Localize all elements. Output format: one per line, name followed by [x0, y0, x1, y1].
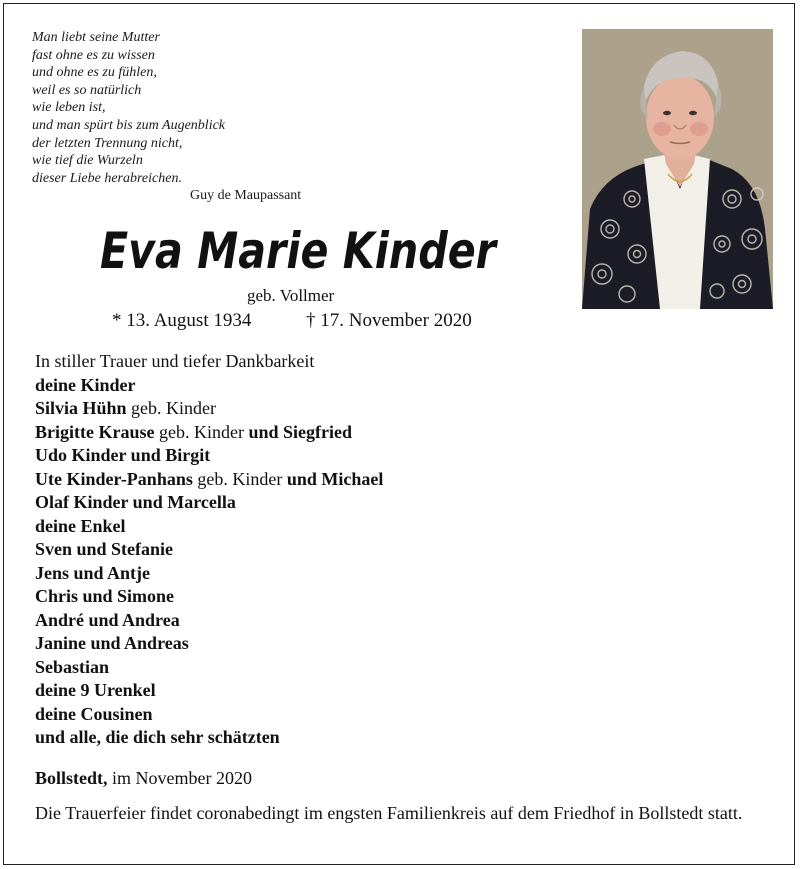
intro-line: In stiller Trauer und tiefer Dankbarkeit — [35, 351, 315, 371]
poem-line: der letzten Trennung nicht, — [32, 135, 183, 151]
mourner-name: Silvia Hühn — [35, 398, 127, 418]
mourner-line — [35, 421, 383, 445]
poem-line: dieser Liebe herabreichen. — [32, 170, 182, 186]
great-grandchildren-line: deine 9 Urenkel — [35, 680, 156, 700]
birth-date: * 13. August 1934 — [112, 310, 252, 331]
life-dates — [112, 310, 472, 332]
mourner-line — [35, 397, 383, 421]
poem-line: weil es so natürlich — [32, 82, 142, 98]
poem-line: wie tief die Wurzeln — [32, 153, 143, 169]
poem-line: wie leben ist, — [32, 100, 106, 116]
others-line: und alle, die dich sehr schätzten — [35, 727, 280, 747]
mourner-line: Janine und Andreas — [35, 633, 189, 653]
mourner-partner: und Siegfried — [248, 421, 352, 442]
poem-line: und man spürt bis zum Augenblick — [32, 117, 226, 133]
poem-line: fast ohne es zu wissen — [32, 47, 155, 63]
poem-line: und ohne es zu fühlen, — [32, 65, 157, 81]
mourner-line — [35, 468, 383, 492]
deceased-name-text: Eva Marie Kinder — [100, 222, 499, 280]
grandchildren-heading: deine Enkel — [35, 515, 126, 536]
children-heading: deine Kinder — [35, 374, 136, 395]
mourner-line: Jens und Antje — [35, 562, 151, 583]
mourner-line: Sebastian — [35, 656, 110, 677]
portrait-photo-icon — [582, 29, 773, 309]
mourner-birth-note: geb. Kinder — [192, 468, 287, 489]
poem-line: Man liebt seine Mutter — [32, 30, 160, 45]
obituary-frame — [3, 3, 795, 865]
birth-name: geb. Vollmer — [247, 286, 335, 305]
poem — [32, 29, 225, 187]
mourner-name: Brigitte Krause — [35, 421, 155, 442]
mourner-name: Ute Kinder-Panhans — [35, 468, 193, 489]
portrait-photo — [582, 29, 773, 309]
mourner-line: Olaf Kinder und Marcella — [35, 492, 236, 512]
mourner-partner: und Michael — [286, 468, 384, 489]
funeral-notice: Die Trauerfeier findet coronabedingt im engsten Familienkreis auf dem Friedhof in Bollstedt statt. — [35, 803, 743, 823]
mourner-line: Udo Kinder und Birgit — [35, 445, 211, 465]
cousins-line: deine Cousinen — [35, 703, 153, 724]
poem-author: Guy de Maupassant — [190, 188, 302, 203]
place-month: im November 2020 — [107, 768, 252, 788]
mourner-birth-note: geb. Kinder — [154, 421, 249, 442]
mourner-birth-note: geb. Kinder — [126, 398, 217, 418]
mourners-list — [35, 350, 383, 750]
mourner-line: André und Andrea — [35, 609, 180, 630]
mourner-line: Chris und Simone — [35, 586, 175, 606]
place-town: Bollstedt, — [35, 768, 108, 788]
death-date: † 17. November 2020 — [306, 310, 472, 331]
place-date — [35, 768, 252, 789]
deceased-name — [96, 210, 506, 282]
mourner-line: Sven und Stefanie — [35, 539, 174, 559]
